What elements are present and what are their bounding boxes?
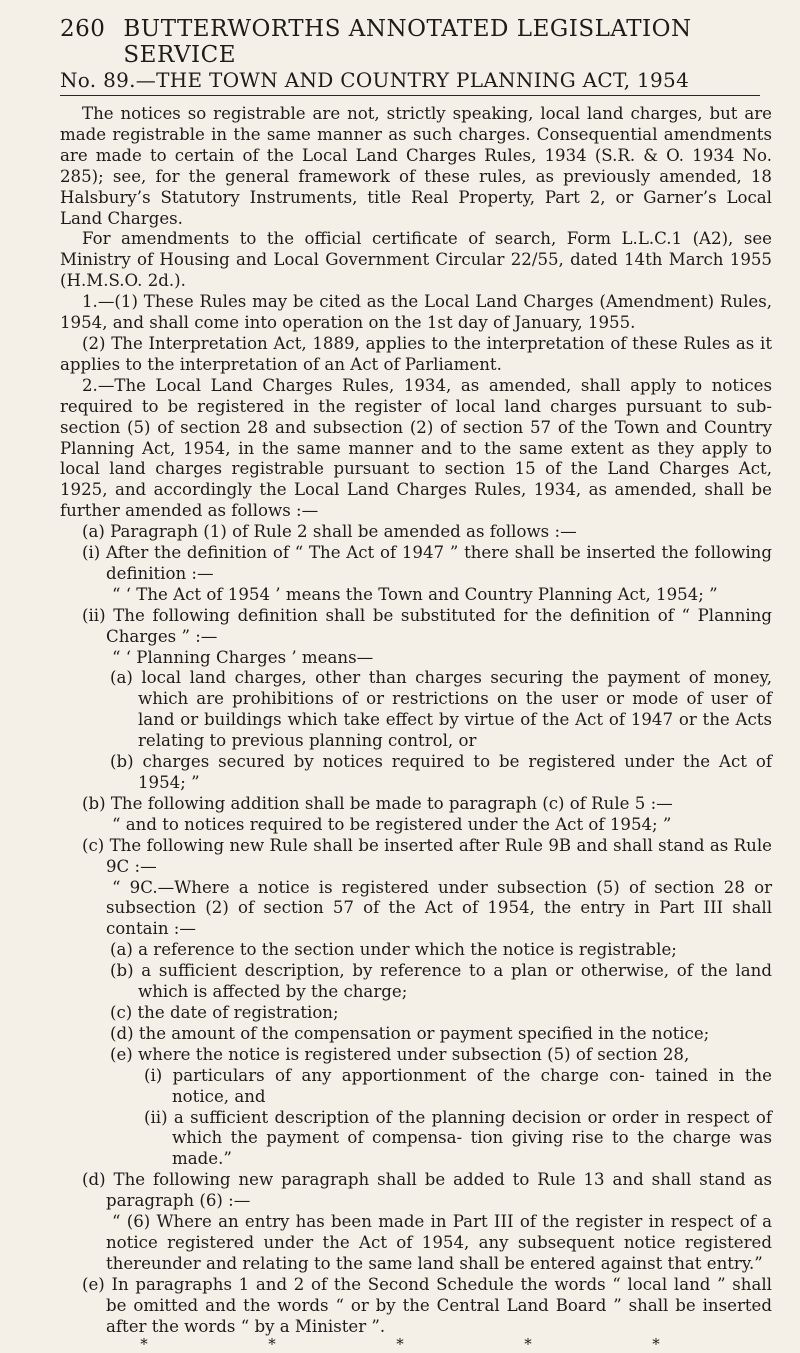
clause-b: (b) The following addition shall be made to paragraph (c) of Rule 5 :— (82, 793, 673, 813)
quoted-addition: “ and to notices required to be registered under the Act of 1954; ” (112, 814, 672, 834)
section-break-stars (80, 1337, 720, 1351)
rule-1-1: 1.—(1) These Rules may be cited as the Local Land Charges (Amendment) Rules, 1954, and shall come into operation on the 1st day of January, 1955. (60, 292, 772, 333)
star: * (268, 1335, 276, 1353)
page-number: 260 (60, 16, 106, 42)
rule-2: 2.—The Local Land Charges Rules, 1934, as amended, shall apply to notices required to be registered in the register of local land charges pursuant to sub-section (5) of section 28 and subsection (2) of section 57 of the Town and Country Planning Act, 1954, in the same manner and to the same extent as they apply to local land charges registrable pursuant to section 15 of the Land Charges Act, 1925, and accordingly the Local Land Charges Rules, 1934, as amended, shall be further amended as follows :— (60, 375, 772, 521)
rule-1-2: (2) The Interpretation Act, 1889, applies to the interpretation of these Rules as it applies to the interpretation of an Act of Parliament. (60, 333, 772, 374)
rule-9c-item-e-ii: (ii) a sufficient description of the planning decision or order in respect of which the payment of compensa- tion giving rise to the charge was made.” (144, 1107, 772, 1169)
rule-9c-item-c: (c) the date of registration; (110, 1002, 339, 1022)
rule-9c-item-b: (b) a sufficient description, by reference to a plan or otherwise, of the land which is affected by the charge; (110, 961, 772, 1002)
definition-item-a: (a) local land charges, other than charges securing the payment of money, which are prohibitions of or restrictions on the user or mode of user of land or buildings which take effect by virtue of the Act of 1947 or the Acts relating to previous planning control, or (110, 668, 772, 751)
star: * (652, 1335, 660, 1353)
clause-a: (a) Paragraph (1) of Rule 2 shall be amended as follows :— (82, 522, 577, 542)
series-title: BUTTERWORTHS ANNOTATED LEGISLATION SERVICE (123, 16, 692, 68)
document-body (60, 104, 772, 1337)
star: * (396, 1335, 404, 1353)
header-rule (60, 95, 760, 96)
clause-d: (d) The following new paragraph shall be added to Rule 13 and shall stand as paragraph (6) :— (82, 1170, 772, 1211)
quoted-rule-9c: “ 9C.—Where a notice is registered under subsection (5) of section 28 or subsection (2) of section 57 of the Act of 1954, the entry in Part III shall contain :— (106, 877, 772, 939)
star: * (140, 1335, 148, 1353)
note-paragraph: For amendments to the official certificate of search, Form L.L.C.1 (A2), see Ministry of Housing and Local Government Circular 22/55, dated 14th March 1955 (H.M.S.O. 2d.). (60, 229, 772, 291)
star: * (524, 1335, 532, 1353)
subclause-i: (i) After the definition of “ The Act of 1947 ” there shall be inserted the following definition :— (82, 543, 772, 583)
quoted-definition: “ ‘ The Act of 1954 ’ means the Town and Country Planning Act, 1954; ” (112, 584, 718, 604)
rule-9c-item-e-i: (i) particulars of any apportionment of the charge con- tained in the notice, and (144, 1065, 772, 1106)
rule-9c-item-e: (e) where the notice is registered under subsection (5) of section 28, (110, 1044, 690, 1064)
clause-e: (e) In paragraphs 1 and 2 of the Second Schedule the words “ local land ” shall be omitted and the words “ or by the Central Land Board ” shall be inserted after the words “ by a Minister ”. (82, 1274, 772, 1336)
note-paragraph: The notices so registrable are not, strictly speaking, local land charges, but are made registrable in the same manner as such charges. Consequential amendments are made to certain of the Local Land Charges Rules, 1934 (S.R. & O. 1934 No. 285); see, for the general framework of these rules, as previously amended, 18 Halsbury’s Statutory Instruments, title Real Property, Part 2, or Garner’s Local Land Charges. (60, 104, 772, 228)
subclause-ii: (ii) The following definition shall be substituted for the definition of “ Planning Charges ” :— (82, 605, 772, 646)
quoted-paragraph-6: “ (6) Where an entry has been made in Part III of the register in respect of a notice registered under the Act of 1954, any subsequent notice registered thereunder and relating to the same land shall be entered against that entry.” (106, 1212, 772, 1273)
definition-item-b: (b) charges secured by notices required to be registered under the Act of 1954; ” (110, 752, 772, 792)
clause-c: (c) The following new Rule shall be inserted after Rule 9B and shall stand as Rule 9C :— (82, 835, 772, 876)
rule-9c-item-a: (a) a reference to the section under which the notice is registrable; (110, 940, 677, 960)
quoted-definition: “ ‘ Planning Charges ’ means— (112, 647, 374, 667)
act-title: No. 89.—THE TOWN AND COUNTRY PLANNING ACT, 1954 (60, 68, 690, 92)
rule-9c-item-d: (d) the amount of the compensation or payment specified in the notice; (110, 1023, 710, 1043)
running-head (60, 16, 766, 68)
